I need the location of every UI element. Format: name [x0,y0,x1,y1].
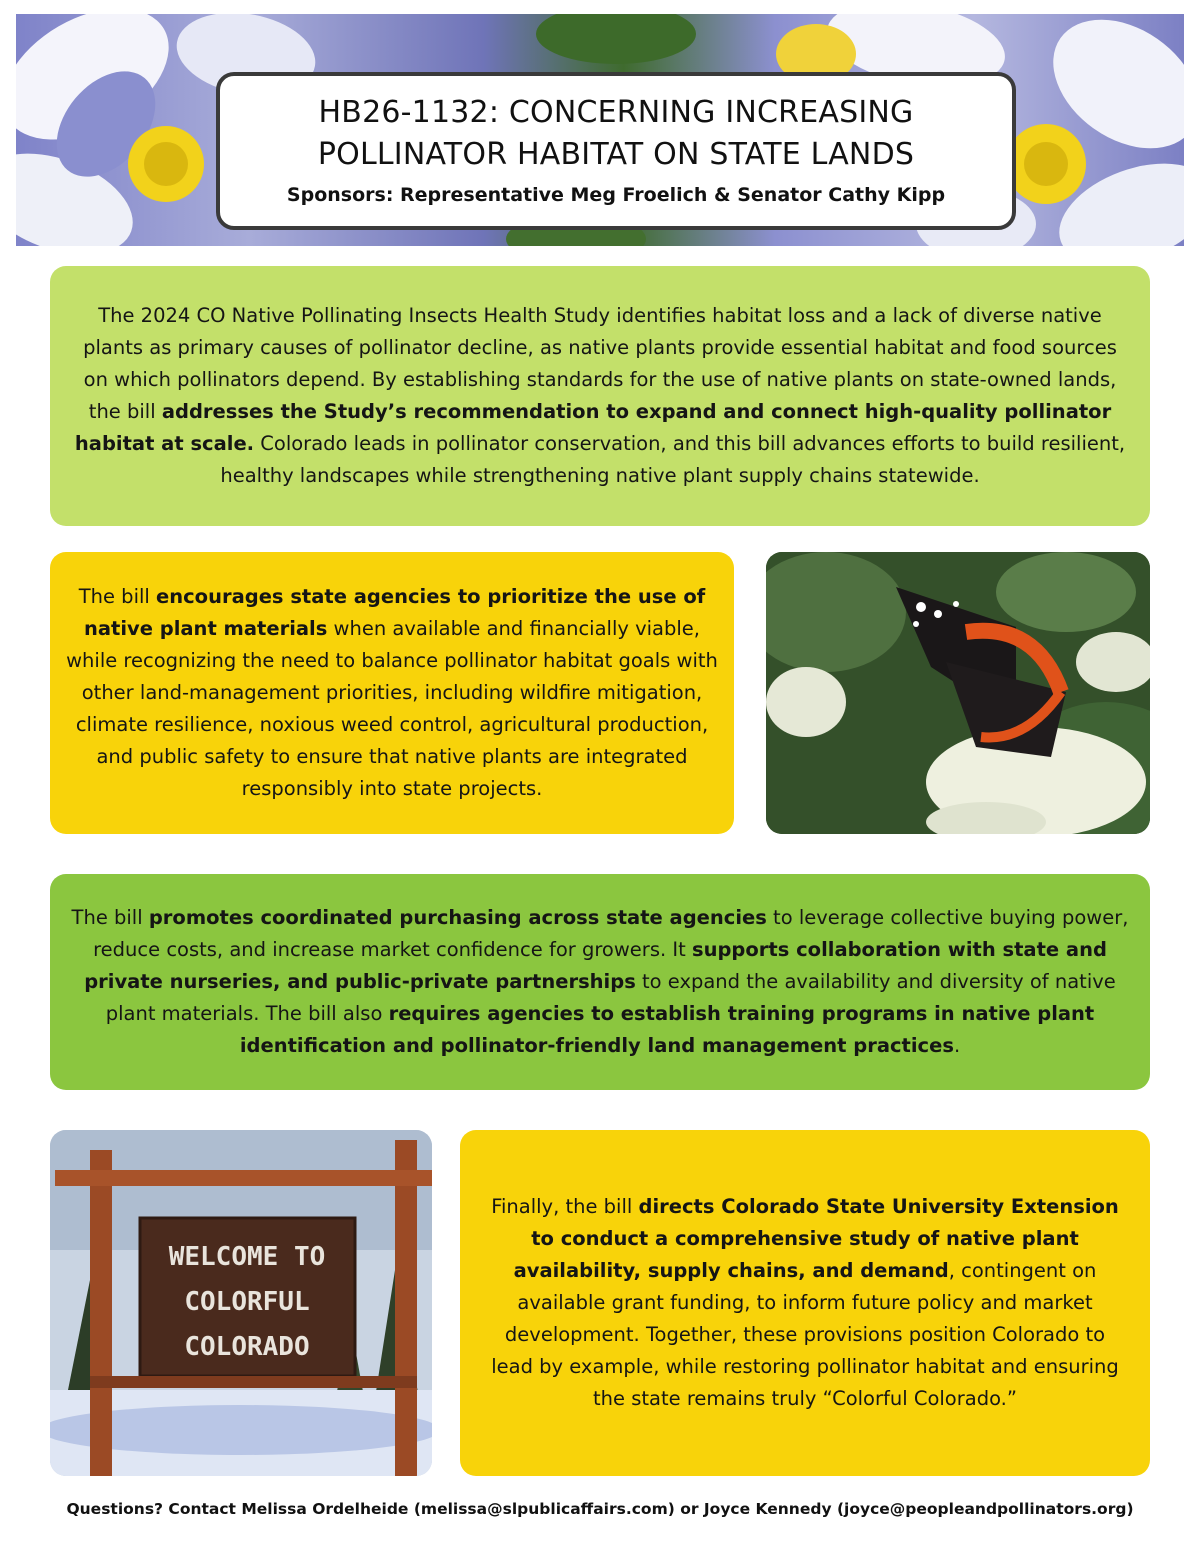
coordinated-purchasing-text [58,902,1142,1062]
priority-post: when available and financially viable, while recognizing the need to balance pollinator habitat goals with other land-management priorities, including wildfire mitigation, climate resilience, noxious weed control, agricultural production, and public safety to ensure that native plants are integrated responsibly into state projects. [66,617,718,800]
butterfly-photo [766,552,1150,834]
sponsors-line: Sponsors: Representative Meg Froelich & Senator Cathy Kipp [286,184,946,206]
welcome-to-colorful-colorado-sign-image [50,1130,432,1476]
purchasing-bold-1: promotes coordinated purchasing across state agencies [148,906,767,929]
purchasing-mid-2: to expand the availability and diversity of native plant materials. The bill also [105,970,1116,1025]
csu-extension-study-panel [460,1130,1150,1476]
native-plants-priority-panel [50,552,734,834]
contact-footer: Questions? Contact Melissa Ordelheide (melissa@slpublicaffairs.com) or Joyce Kennedy (joyce@peopleandpollinators.org) [66,1500,1134,1518]
study-summary-panel [50,266,1150,526]
sign-line-3: COLORADO [184,1332,310,1362]
purchasing-end: . [953,1034,961,1057]
study-summary-bold: addresses the Study’s recommendation to expand and connect high-quality pollinator habitat at scale. [74,400,1112,455]
bill-title-line-2: POLLINATOR HABITAT ON STATE LANDS [317,137,915,172]
csu-pre: Finally, the bill [491,1195,639,1218]
bill-title-line-1: HB26-1132: CONCERNING INCREASING [318,95,914,130]
purchasing-bold-2: supports collaboration with state and private nurseries, and public-private partnerships [84,938,1107,993]
priority-bold: encourages state agencies to prioritize the use of native plant materials [83,585,706,640]
study-summary-outro: Colorado leads in pollinator conservation, and this bill advances efforts to build resilient, healthy landscapes while strengthening native plant supply chains statewide. [220,432,1126,487]
welcome-sign-photo [50,1130,432,1476]
purchasing-pre: The bill [71,906,149,929]
sign-line-2: COLORFUL [184,1287,310,1317]
priority-pre: The bill [78,585,157,608]
red-admiral-butterfly-image [766,552,1150,834]
purchasing-bold-3: requires agencies to establish training programs in native plant identification and pollinator-friendly land management practices [239,1002,1095,1057]
header-banner [16,14,1184,246]
sign-line-1: WELCOME TO [168,1242,326,1272]
csu-post: , contingent on available grant funding, to inform future policy and market development. Together, these provisions position Colorado to lead by example, while restoring pollinator habitat and ensuring the state remains truly “Colorful Colorado.” [491,1259,1119,1410]
coordinated-purchasing-panel [50,874,1150,1090]
study-summary-text [74,300,1126,492]
csu-bold: directs Colorado State University Extension to conduct a comprehensive study of native plant availability, supply chains, and demand [513,1195,1119,1282]
title-box [216,72,1016,230]
native-plants-priority-text [60,581,724,805]
study-summary-intro: The 2024 CO Native Pollinating Insects Health Study identifies habitat loss and a lack of diverse native plants as primary causes of pollinator decline, as native plants provide essential habitat and food sources on which pollinators depend. By establishing standards for the use of native plants on state-owned lands, the bill [83,304,1117,423]
purchasing-mid-1: to leverage collective buying power, reduce costs, and increase market confidence for growers. It [93,906,1129,961]
csu-extension-study-text [484,1191,1126,1415]
